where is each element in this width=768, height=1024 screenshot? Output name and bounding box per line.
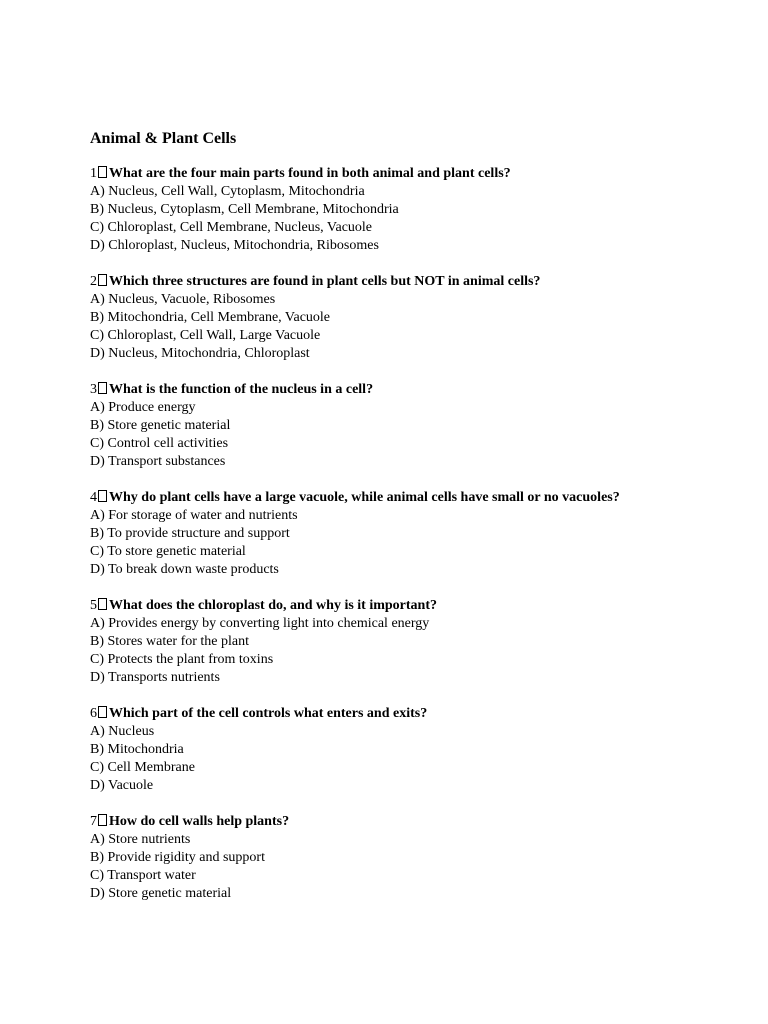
question-line [90,165,730,183]
question-number: 5 [90,598,97,613]
question-line [90,273,730,291]
answer-option-c: C) Protects the plant from toxins [90,652,274,667]
missing-glyph-box-icon [98,814,107,826]
answer-option-a: A) Produce energy [90,400,196,415]
missing-glyph-box-icon [98,382,107,394]
answer-option-a: A) Nucleus, Vacuole, Ribosomes [90,292,276,307]
question-text: What does the chloroplast do, and why is it important? [109,598,438,613]
question-7 [90,813,730,903]
document-title: Animal & Plant Cells [90,130,237,147]
question-1 [90,165,730,255]
answer-option-d: D) Store genetic material [90,886,232,901]
question-text: Why do plant cells have a large vacuole, while animal cells have small or no vacuoles? [109,490,620,505]
question-text: Which three structures are found in plant cells but NOT in animal cells? [109,274,541,289]
question-line [90,813,730,831]
question-text: How do cell walls help plants? [109,814,290,829]
question-line [90,705,730,723]
question-line [90,489,730,507]
question-number: 3 [90,382,97,397]
answer-option-d: D) Transport substances [90,454,226,469]
question-number: 1 [90,166,97,181]
question-line [90,381,730,399]
question-text: What are the four main parts found in both animal and plant cells? [109,166,511,181]
answer-option-b: B) Mitochondria [90,742,184,757]
question-line [90,597,730,615]
answer-option-a: A) Store nutrients [90,832,191,847]
answer-option-b: B) Nucleus, Cytoplasm, Cell Membrane, Mitochondria [90,202,399,217]
answer-option-a: A) Nucleus, Cell Wall, Cytoplasm, Mitochondria [90,184,365,199]
answer-option-d: D) Chloroplast, Nucleus, Mitochondria, Ribosomes [90,238,379,253]
question-4 [90,489,730,579]
missing-glyph-box-icon [98,274,107,286]
question-number: 6 [90,706,97,721]
missing-glyph-box-icon [98,490,107,502]
answer-option-b: B) To provide structure and support [90,526,290,541]
answer-option-d: D) Vacuole [90,778,154,793]
question-number: 4 [90,490,97,505]
question-5 [90,597,730,687]
answer-option-b: B) Provide rigidity and support [90,850,265,865]
missing-glyph-box-icon [98,166,107,178]
answer-option-c: C) Cell Membrane [90,760,195,775]
answer-option-c: C) Control cell activities [90,436,229,451]
answer-option-d: D) Transports nutrients [90,670,220,685]
answer-option-d: D) To break down waste products [90,562,279,577]
answer-option-c: C) Chloroplast, Cell Membrane, Nucleus, Vacuole [90,220,373,235]
answer-option-b: B) Mitochondria, Cell Membrane, Vacuole [90,310,331,325]
document-page [90,128,730,921]
question-2 [90,273,730,363]
missing-glyph-box-icon [98,706,107,718]
question-number: 7 [90,814,97,829]
answer-option-a: A) Nucleus [90,724,155,739]
question-text: What is the function of the nucleus in a cell? [109,382,374,397]
answer-option-a: A) Provides energy by converting light into chemical energy [90,616,430,631]
answer-option-b: B) Stores water for the plant [90,634,250,649]
missing-glyph-box-icon [98,598,107,610]
answer-option-d: D) Nucleus, Mitochondria, Chloroplast [90,346,310,361]
question-number: 2 [90,274,97,289]
answer-option-c: C) To store genetic material [90,544,246,559]
question-6 [90,705,730,795]
answer-option-b: B) Store genetic material [90,418,231,433]
answer-option-c: C) Chloroplast, Cell Wall, Large Vacuole [90,328,321,343]
question-3 [90,381,730,471]
question-text: Which part of the cell controls what enters and exits? [109,706,428,721]
answer-option-a: A) For storage of water and nutrients [90,508,298,523]
answer-option-c: C) Transport water [90,868,196,883]
